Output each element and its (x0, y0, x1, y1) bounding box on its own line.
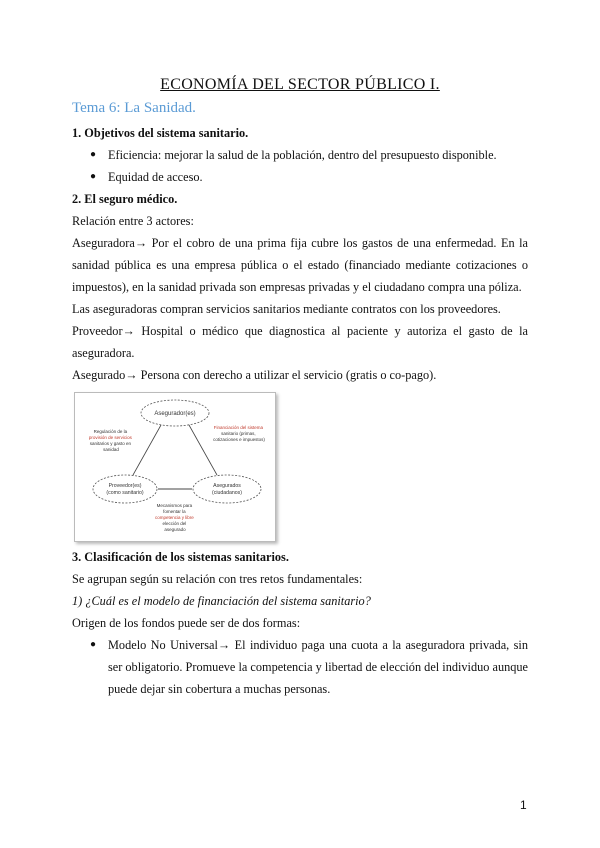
financing-models-list (72, 634, 528, 700)
left-note: Regulación de la provisión de servicios sanitarios y gasto en sanidad (88, 429, 132, 452)
bullet-icon: ● (90, 171, 97, 182)
objectives-list (72, 144, 528, 188)
paragraph-asegurado: Asegurado→ Persona con derecho a utilizar el servicio (gratis o co-pago). (72, 368, 437, 382)
health-system-diagram (74, 392, 276, 542)
node-right-label-1: Asegurados (213, 483, 241, 489)
paragraph: Relación entre 3 actores: (72, 214, 194, 228)
bullet-icon: ● (90, 639, 97, 650)
node-left-label-2: (como sanitario) (106, 490, 144, 496)
topic-heading: Tema 6: La Sanidad. (72, 100, 196, 116)
list-item: ● Equidad de acceso. (72, 166, 528, 188)
paragraph: Se agrupan según su relación con tres retos fundamentales: (72, 572, 363, 586)
node-proveedor (93, 475, 157, 503)
bottom-note: Mecanismos para fomentar la competencia y libre elección del asegurado (154, 503, 194, 532)
list-item: ● Eficiencia: mejorar la salud de la población, dentro del presupuesto disponible. (72, 144, 528, 166)
paragraph: Origen de los fondos puede ser de dos formas: (72, 616, 301, 630)
node-top-label: Asegurador(es) (154, 411, 196, 417)
section-2-heading: 2. El seguro médico. (72, 192, 178, 206)
paragraph-aseguradora: Aseguradora→ Por el cobro de una prima fija cubre los gastos de una enfermedad. En la sanidad pública es una empresa pública o el estado (financiado mediante cotizaciones o impuestos), en la sanidad privada son empresas privadas y el ciudadano compra una póliza. (72, 236, 528, 294)
node-asegurado (193, 475, 261, 503)
edge-top-right (189, 425, 217, 475)
diagram-svg (75, 393, 275, 541)
list-item: ● Modelo No Universal→ El individuo paga una cuota a la aseguradora privada, sin ser obligatorio. Promueve la competencia y libertad de elección del individuo aunque puede dejar sin cobertura a muchas personas. (72, 634, 528, 700)
right-note: Financiación del sistema sanitario (primas, cotizaciones e impuestos) (213, 425, 265, 442)
document-body (72, 122, 528, 700)
page-number: 1 (520, 798, 527, 812)
section-3-heading: 3. Clasificación de los sistemas sanitarios. (72, 550, 289, 564)
paragraph-proveedor: Proveedor→ Hospital o médico que diagnostica al paciente y autoriza el gasto de la aseguradora. (72, 324, 528, 360)
paragraph-compran: Las aseguradoras compran servicios sanitarios mediante contratos con los proveedores. (72, 302, 501, 316)
section-1-heading: 1. Objetivos del sistema sanitario. (72, 126, 249, 140)
edge-top-left (133, 425, 161, 475)
document-title: ECONOMÍA DEL SECTOR PÚBLICO I. (160, 76, 440, 93)
bullet-icon: ● (90, 149, 97, 160)
question-1: 1) ¿Cuál es el modelo de financiación del sistema sanitario? (72, 594, 371, 608)
node-right-label-2: (ciudadanos) (212, 490, 242, 496)
node-left-label-1: Proveedor(es) (108, 483, 142, 489)
